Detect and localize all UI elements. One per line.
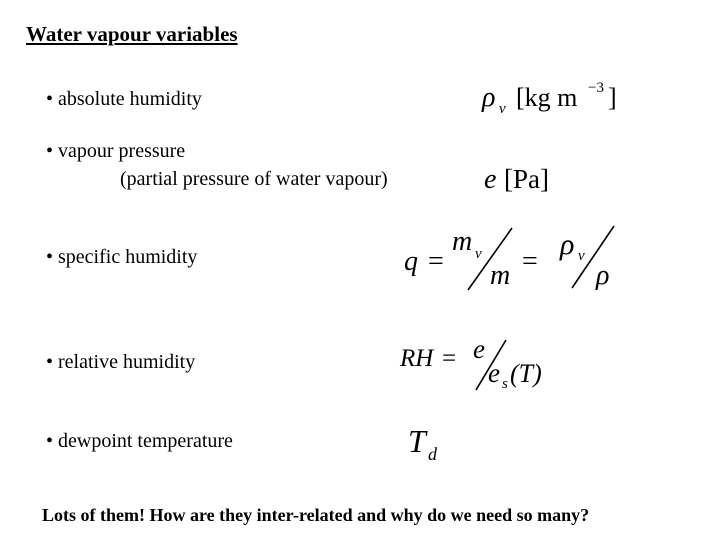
m-denominator: m	[490, 260, 511, 291]
rho-v-numerator: ρ	[560, 228, 575, 261]
t-subscript: d	[428, 444, 437, 464]
e-symbol: e	[484, 164, 497, 195]
formula-specific-humidity	[400, 222, 630, 297]
unit-exponent: −3	[588, 80, 604, 96]
formula-relative-humidity	[398, 336, 568, 398]
es-subscript: s	[502, 376, 508, 392]
formula-dewpoint	[406, 418, 466, 466]
footer-question: Lots of them! How are they inter-related and why do we need so many?	[42, 505, 590, 525]
rho-denominator: ρ	[596, 260, 610, 291]
vapour-pressure-note: (partial pressure of water vapour)	[120, 168, 388, 190]
rho-v-subscript: v	[578, 248, 585, 264]
bullet-specific-humidity: • specific humidity	[46, 246, 198, 268]
formula-absolute-humidity	[480, 76, 630, 120]
es-denominator: e	[488, 358, 500, 388]
equals-rh: =	[442, 345, 457, 372]
q-symbol: q	[404, 246, 418, 277]
mv-numerator: m	[452, 226, 473, 257]
rho-subscript: v	[499, 101, 506, 117]
bullet-absolute-humidity: • absolute humidity	[46, 88, 202, 110]
e-numerator: e	[473, 334, 485, 364]
bullet-relative-humidity: • relative humidity	[46, 351, 196, 373]
equals-1: =	[428, 246, 444, 277]
bullet-dewpoint-temperature: • dewpoint temperature	[46, 430, 233, 452]
es-argument: (T)	[510, 359, 542, 388]
unit-close: ]	[608, 83, 617, 112]
mv-subscript: v	[475, 246, 482, 262]
equals-2: =	[522, 246, 538, 277]
bullet-vapour-pressure: • vapour pressure	[46, 140, 186, 162]
unit-pa: [Pa]	[504, 164, 549, 194]
slide-title: Water vapour variables	[26, 22, 238, 46]
t-symbol: T	[408, 423, 426, 459]
formula-vapour-pressure	[482, 158, 572, 198]
rh-symbol: RH	[400, 345, 434, 372]
rho-symbol: ρ	[482, 82, 496, 113]
unit-open: [kg m	[516, 83, 578, 112]
